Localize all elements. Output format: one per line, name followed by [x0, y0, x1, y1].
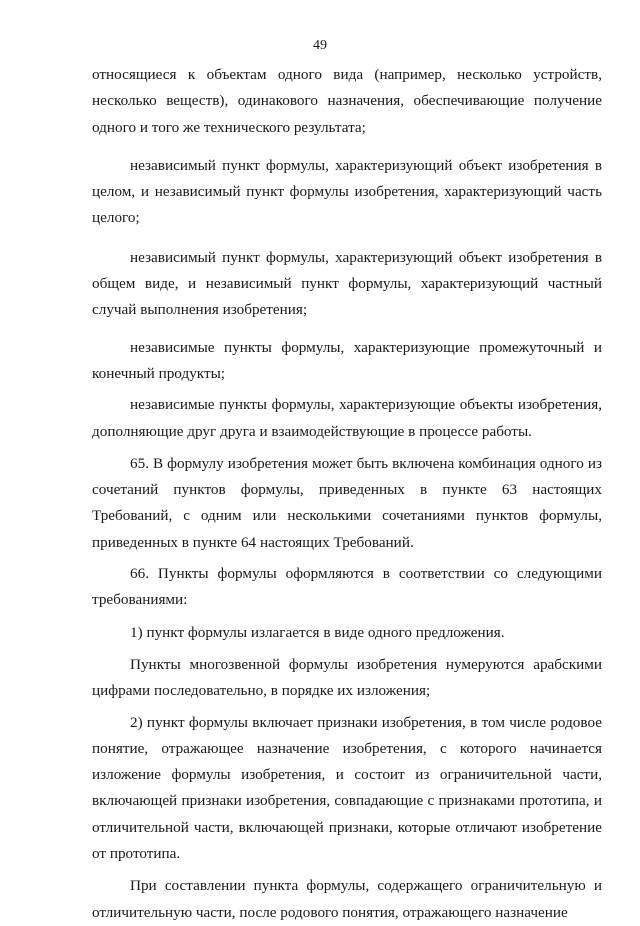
page-number: 49	[313, 38, 327, 53]
paragraph-claim-intermediate-final: независимые пункты формулы, характеризующие промежуточный и конечный продукты;	[92, 338, 602, 382]
paragraph-requirement-1: 1) пункт формулы излагается в виде одного предложения.	[130, 623, 505, 641]
paragraph-claim-whole-part: независимый пункт формулы, характеризующий объект изобретения в целом, и независимый пункт формулы изобретения, характеризующий часть целого;	[92, 156, 602, 227]
paragraph-numbering: Пункты многозвенной формулы изобретения нумеруются арабскими цифрами последовательно, в порядке их изложения;	[92, 655, 602, 700]
paragraph-claim-general-particular: независимый пункт формулы, характеризующий объект изобретения в общем виде, и независимый пункт формулы, характеризующий частный случай выполнения изобретения;	[92, 248, 602, 319]
paragraph-item-66: 66. Пункты формулы оформляются в соответствии со следующими требованиями:	[92, 565, 602, 609]
paragraph-claim-complementary: независимые пункты формулы, характеризующие объекты изобретения, дополняющие друг друга и взаимодействующие в процессе работы.	[92, 396, 602, 440]
paragraph-requirement-2: 2) пункт формулы включает признаки изобретения, в том числе родовое понятие, отражающее назначение изобретения, с которого начинается изложение формулы изобретения, и состоит из ограничительной части, включающей признаки изобретения, совпадающие с признаками прототипа, и отличительной части, включающей признаки, которые отличают изобретение от прототипа.	[92, 713, 602, 863]
body-text	[92, 62, 602, 926]
paragraph-item-65: 65. В формулу изобретения может быть включена комбинация одного из сочетаний пунктов формулы, приведенных в пункте 63 настоящих Требований, с одним или несколькими сочетаниями пунктов формулы, приведенных в пункте 64 настоящих Требований.	[92, 454, 602, 551]
paragraph-restrictive-distinctive: При составлении пункта формулы, содержащего ограничительную и отличительную части, после родового понятия, отражающего назначение	[92, 877, 602, 921]
paragraph-continuation: относящиеся к объектам одного вида (например, несколько устройств, несколько веществ), одинакового назначения, обеспечивающие получение одного и того же технического результата;	[92, 66, 602, 136]
